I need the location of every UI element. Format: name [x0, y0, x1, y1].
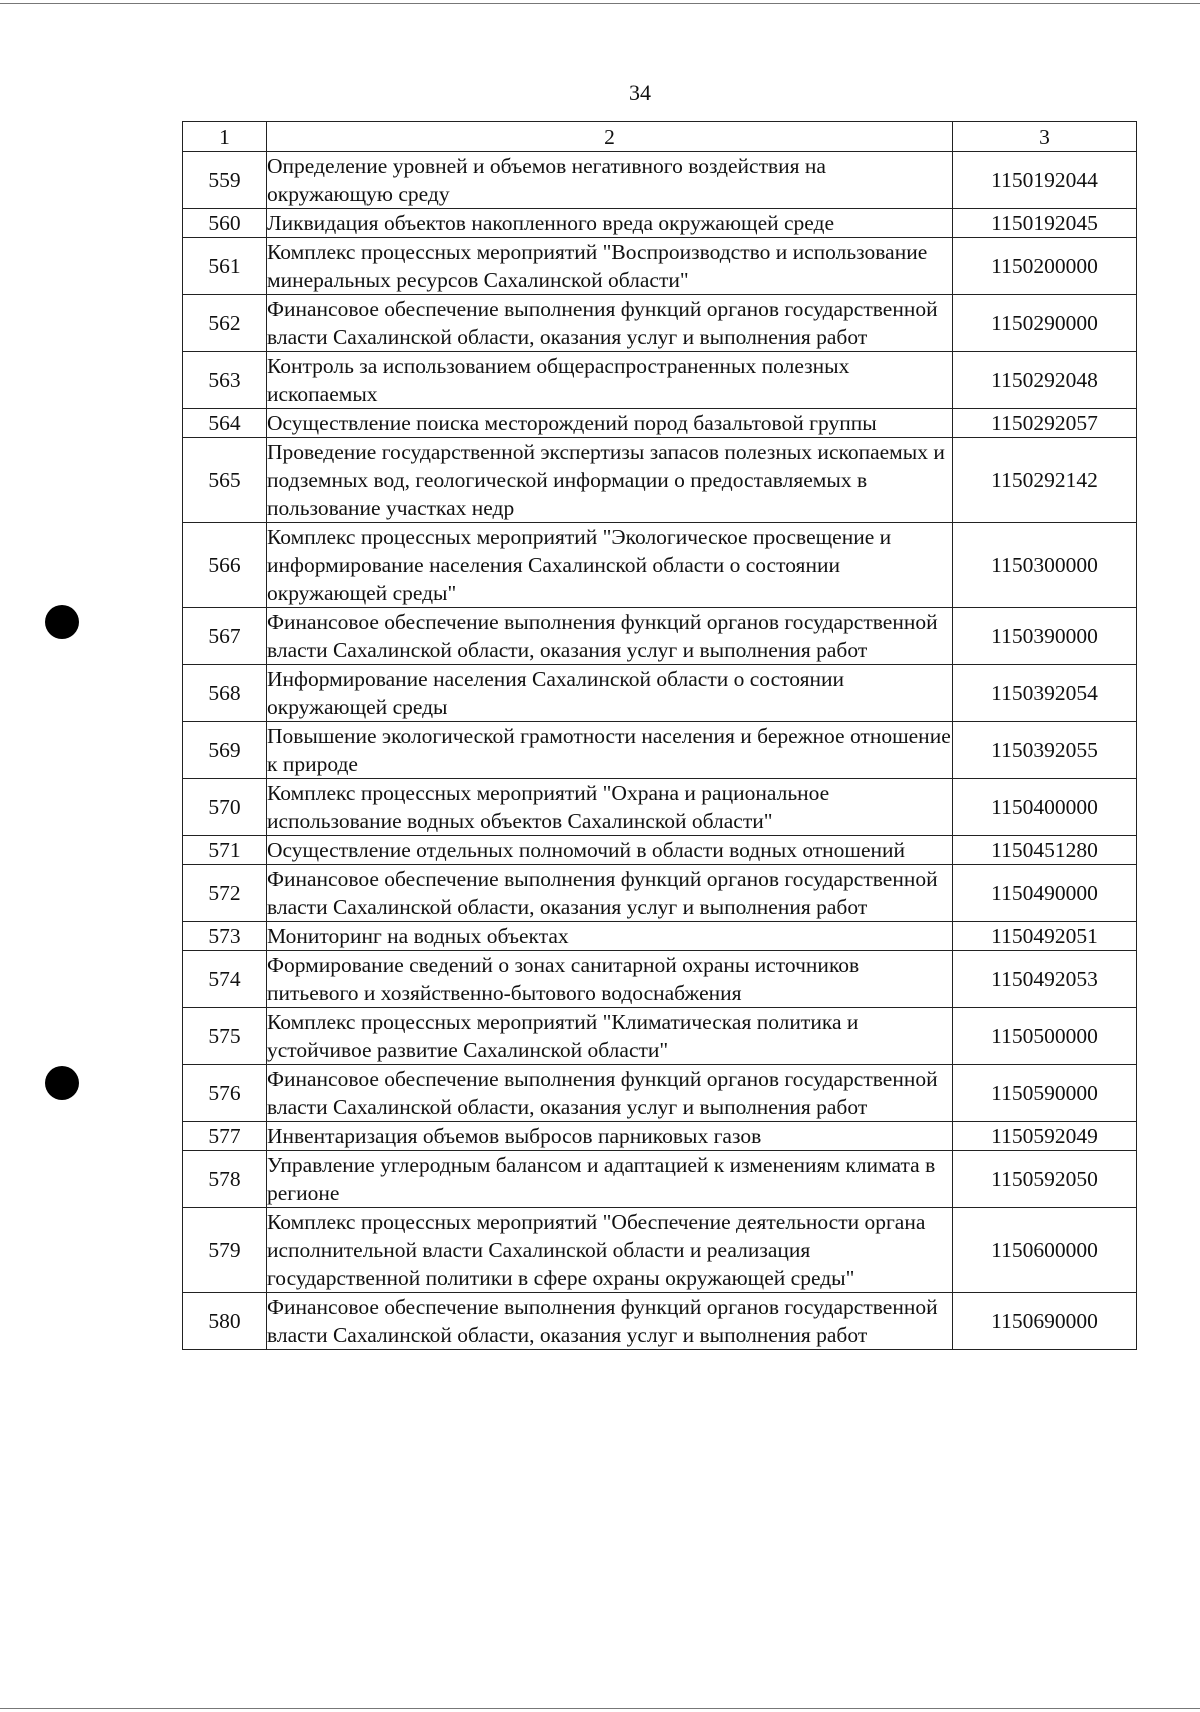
row-number: 562 — [183, 295, 267, 352]
table-row — [183, 1065, 1137, 1122]
row-number: 576 — [183, 1065, 267, 1122]
row-code: 1150390000 — [953, 608, 1137, 665]
row-name: Осуществление поиска месторождений пород базальтовой группы — [267, 409, 953, 438]
row-number: 578 — [183, 1151, 267, 1208]
row-name: Ликвидация объектов накопленного вреда окружающей среде — [267, 209, 953, 238]
table-row — [183, 1122, 1137, 1151]
row-name: Комплекс процессных мероприятий "Обеспечение деятельности органа исполнительной власти Сахалинской области и реализация государственной политики в сфере охраны окружающей среды" — [267, 1208, 953, 1293]
row-number: 579 — [183, 1208, 267, 1293]
row-name: Контроль за использованием общераспространенных полезных ископаемых — [267, 352, 953, 409]
table-row — [183, 238, 1137, 295]
column-header-1: 1 — [183, 122, 267, 152]
row-number: 563 — [183, 352, 267, 409]
row-name: Комплекс процессных мероприятий "Охрана и рациональное использование водных объектов Сахалинской области" — [267, 779, 953, 836]
row-code: 1150492053 — [953, 951, 1137, 1008]
row-name: Проведение государственной экспертизы запасов полезных ископаемых и подземных вод, геологической информации о предоставляемых в пользование участках недр — [267, 438, 953, 523]
row-name: Повышение экологической грамотности населения и бережное отношение к природе — [267, 722, 953, 779]
row-code: 1150292048 — [953, 352, 1137, 409]
row-number: 567 — [183, 608, 267, 665]
row-number: 560 — [183, 209, 267, 238]
table-row — [183, 409, 1137, 438]
row-name: Комплекс процессных мероприятий "Воспроизводство и использование минеральных ресурсов Сахалинской области" — [267, 238, 953, 295]
row-name: Финансовое обеспечение выполнения функций органов государственной власти Сахалинской области, оказания услуг и выполнения работ — [267, 865, 953, 922]
row-code: 1150200000 — [953, 238, 1137, 295]
row-number: 564 — [183, 409, 267, 438]
row-code: 1150192044 — [953, 152, 1137, 209]
row-code: 1150592050 — [953, 1151, 1137, 1208]
row-number: 565 — [183, 438, 267, 523]
table-row — [183, 779, 1137, 836]
row-number: 559 — [183, 152, 267, 209]
row-code: 1150592049 — [953, 1122, 1137, 1151]
row-name: Информирование населения Сахалинской области о состоянии окружающей среды — [267, 665, 953, 722]
table-row — [183, 1293, 1137, 1350]
row-number: 573 — [183, 922, 267, 951]
row-number: 570 — [183, 779, 267, 836]
table-row — [183, 1008, 1137, 1065]
table-row — [183, 922, 1137, 951]
column-header-2: 2 — [267, 122, 953, 152]
page-number: 34 — [629, 80, 651, 105]
row-code: 1150500000 — [953, 1008, 1137, 1065]
row-code: 1150590000 — [953, 1065, 1137, 1122]
column-header-3: 3 — [953, 122, 1137, 152]
table-row — [183, 438, 1137, 523]
table-header-row — [183, 122, 1137, 152]
punch-hole-top — [45, 605, 79, 639]
row-code: 1150490000 — [953, 865, 1137, 922]
row-name: Финансовое обеспечение выполнения функций органов государственной власти Сахалинской области, оказания услуг и выполнения работ — [267, 608, 953, 665]
table-row — [183, 836, 1137, 865]
row-number: 569 — [183, 722, 267, 779]
row-code: 1150400000 — [953, 779, 1137, 836]
row-code: 1150690000 — [953, 1293, 1137, 1350]
budget-classification-table — [182, 121, 1137, 1350]
row-name: Финансовое обеспечение выполнения функций органов государственной власти Сахалинской области, оказания услуг и выполнения работ — [267, 295, 953, 352]
row-number: 575 — [183, 1008, 267, 1065]
row-name: Формирование сведений о зонах санитарной охраны источников питьевого и хозяйственно-бытового водоснабжения — [267, 951, 953, 1008]
bottom-scan-edge — [0, 1708, 1200, 1709]
row-name: Мониторинг на водных объектах — [267, 922, 953, 951]
row-number: 572 — [183, 865, 267, 922]
table-row — [183, 665, 1137, 722]
row-number: 574 — [183, 951, 267, 1008]
row-code: 1150600000 — [953, 1208, 1137, 1293]
row-name: Определение уровней и объемов негативного воздействия на окружающую среду — [267, 152, 953, 209]
top-scan-edge — [0, 3, 1200, 4]
table-row — [183, 608, 1137, 665]
row-number: 580 — [183, 1293, 267, 1350]
row-number: 566 — [183, 523, 267, 608]
row-name: Финансовое обеспечение выполнения функций органов государственной власти Сахалинской области, оказания услуг и выполнения работ — [267, 1293, 953, 1350]
row-name: Осуществление отдельных полномочий в области водных отношений — [267, 836, 953, 865]
row-number: 561 — [183, 238, 267, 295]
table-row — [183, 1208, 1137, 1293]
table-row — [183, 209, 1137, 238]
table-row — [183, 1151, 1137, 1208]
row-code: 1150392055 — [953, 722, 1137, 779]
row-code: 1150292142 — [953, 438, 1137, 523]
row-number: 568 — [183, 665, 267, 722]
row-code: 1150192045 — [953, 209, 1137, 238]
row-name: Управление углеродным балансом и адаптацией к изменениям климата в регионе — [267, 1151, 953, 1208]
row-code: 1150492051 — [953, 922, 1137, 951]
table-row — [183, 352, 1137, 409]
row-code: 1150300000 — [953, 523, 1137, 608]
row-name: Финансовое обеспечение выполнения функций органов государственной власти Сахалинской области, оказания услуг и выполнения работ — [267, 1065, 953, 1122]
table-row — [183, 295, 1137, 352]
row-name: Инвентаризация объемов выбросов парниковых газов — [267, 1122, 953, 1151]
row-number: 571 — [183, 836, 267, 865]
table-row — [183, 951, 1137, 1008]
row-name: Комплекс процессных мероприятий "Экологическое просвещение и информирование населения Сахалинской области о состоянии окружающей среды" — [267, 523, 953, 608]
table-row — [183, 152, 1137, 209]
table-body — [183, 152, 1137, 1350]
row-code: 1150290000 — [953, 295, 1137, 352]
table-row — [183, 523, 1137, 608]
row-code: 1150392054 — [953, 665, 1137, 722]
table-row — [183, 865, 1137, 922]
row-code: 1150292057 — [953, 409, 1137, 438]
row-code: 1150451280 — [953, 836, 1137, 865]
row-number: 577 — [183, 1122, 267, 1151]
table-row — [183, 722, 1137, 779]
punch-hole-bottom — [45, 1066, 79, 1100]
row-name: Комплекс процессных мероприятий "Климатическая политика и устойчивое развитие Сахалинской области" — [267, 1008, 953, 1065]
